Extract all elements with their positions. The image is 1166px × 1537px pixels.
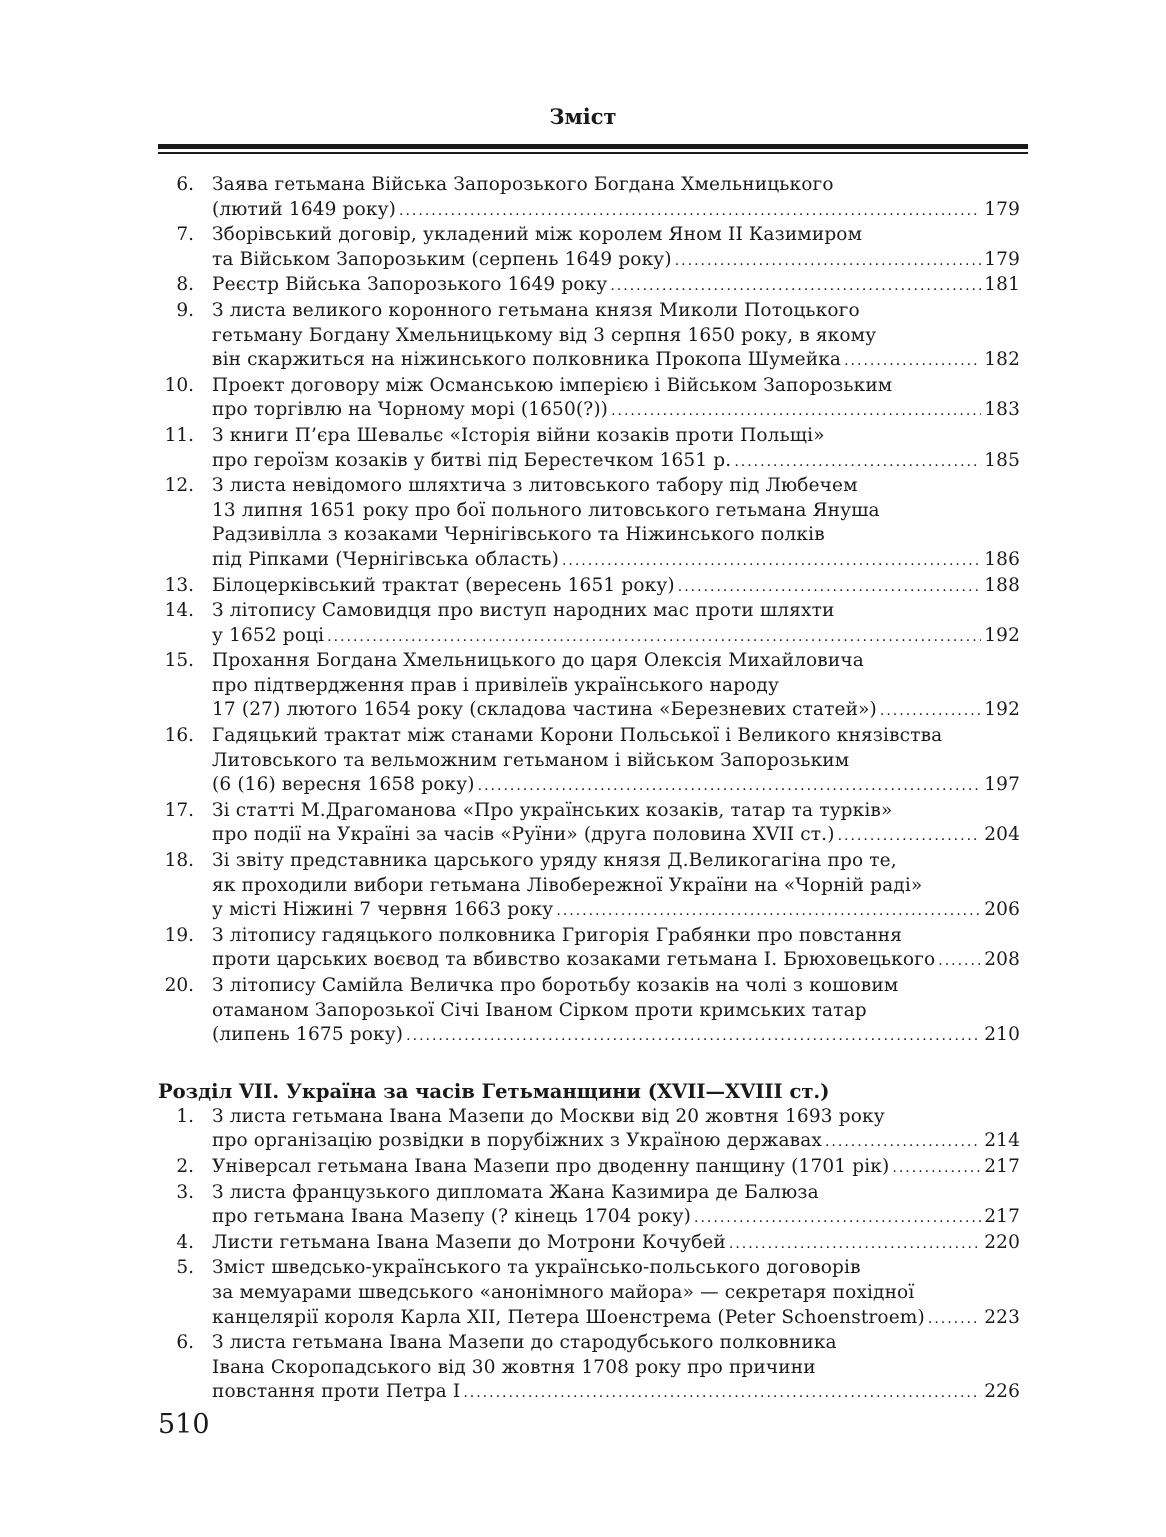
dot-leader (611, 399, 981, 424)
dot-leader (478, 774, 982, 799)
toc-entry[interactable] (158, 1155, 1020, 1181)
toc-entry-title-line: проти царських воєвод та вбивство козаками гетьмана І. Брюховецького (212, 949, 936, 971)
dot-leader (675, 249, 982, 274)
toc-entry-page-number: 182 (984, 349, 1020, 371)
dot-leader (562, 549, 981, 574)
toc-entry-last-line (212, 823, 1020, 849)
toc-entry-title-line: про гетьмана Івана Мазепу (? кінець 1704 року) (212, 1206, 692, 1228)
toc-entry-number: 11. (164, 424, 194, 446)
toc-entry-number: 1. (176, 1105, 194, 1127)
page-header-title: Зміст (549, 104, 617, 129)
toc-entry-title-line: Універсал гетьмана Івана Мазепи про дводенну панщину (1701 рік) (212, 1155, 890, 1177)
toc-entry-title-line: у місті Ніжині 7 червня 1663 року (212, 899, 554, 921)
toc-entry-number: 14. (164, 600, 194, 622)
dot-leader (463, 1381, 981, 1406)
toc-entry-number: 9. (176, 299, 194, 321)
toc-entry-page-number: 183 (984, 399, 1020, 421)
toc-entry-page-number: 206 (984, 899, 1020, 921)
toc-entry-title-line: 13 липня 1651 року про бої польного литовського гетьмана Януша (212, 499, 880, 521)
toc-entry-last-line (212, 1023, 1020, 1049)
toc-entry-last-line (212, 1129, 1020, 1155)
toc-entry-last-line (212, 1380, 1020, 1406)
toc-entry-number: 15. (164, 650, 194, 672)
toc-entry-title-line: Заява гетьмана Війська Запорозького Богдана Хмельницького (212, 174, 834, 195)
toc-entry-title-line: З листа великого коронного гетьмана князя Миколи Потоцького (212, 299, 860, 321)
toc-entry-page-number: 226 (984, 1381, 1020, 1403)
toc-entry[interactable] (158, 1256, 1020, 1331)
toc-entry-title-line: Білоцерківський трактат (вересень 1651 року) (212, 574, 675, 596)
toc-entry-last-line (212, 1231, 1020, 1257)
toc-entry-last-line (212, 948, 1020, 974)
header-rule-thin (158, 152, 1028, 154)
dot-leader (327, 625, 981, 650)
toc-entry-title-line: З листа гетьмана Івана Мазепи до стародубського полковника (212, 1332, 837, 1354)
table-of-contents (158, 173, 1020, 1406)
toc-entry-number: 20. (164, 975, 194, 996)
toc-entry-number: 10. (164, 374, 194, 396)
toc-entry-number: 6. (176, 174, 194, 195)
toc-entry-number: 8. (176, 274, 194, 296)
toc-entry-last-line (212, 1155, 1020, 1181)
dot-leader (399, 199, 981, 224)
toc-entry-page-number: 179 (984, 198, 1020, 220)
toc-entry[interactable] (158, 374, 1020, 424)
toc-entry-title-line: (6 (16) вересня 1658 року) (212, 774, 475, 796)
dot-leader (880, 699, 981, 724)
toc-entry-last-line (212, 548, 1020, 574)
toc-entry-number: 5. (176, 1257, 194, 1279)
toc-entry-title-line: Гадяцький трактат між станами Корони Польської і Великого князівства (212, 725, 943, 747)
header-rule-thick (158, 144, 1028, 149)
toc-entry-title-line: З листа невідомого шляхтича з литовського табору під Любечем (212, 475, 858, 497)
toc-entry-title-line: З листа гетьмана Івана Мазепи до Москви від 20 жовтня 1693 року (212, 1105, 885, 1127)
toc-entry-page-number: 188 (984, 574, 1020, 596)
toc-entry-title-line: З літопису Самійла Величка про боротьбу козаків на чолі з кошовим (212, 975, 899, 996)
toc-entry-page-number: 192 (984, 699, 1020, 721)
toc-entry-title-line: З листа французького дипломата Жана Казимира де Балюза (212, 1181, 819, 1203)
toc-list-chapter-7 (158, 1105, 1020, 1406)
toc-entry-title-line: під Ріпками (Чернігівська область) (212, 548, 559, 570)
toc-entry-title-line: та Військом Запорозьким (серпень 1649 року) (212, 248, 672, 270)
toc-entry[interactable] (158, 1331, 1020, 1406)
toc-entry[interactable] (158, 649, 1020, 724)
toc-entry-title-line: З книги П’єра Шевальє «Історія війни козаків проти Польщі» (212, 424, 825, 446)
toc-entry-title-line: канцелярії короля Карла XII, Петера Шоенстрема (Peter Schoenstroem) (212, 1306, 925, 1328)
toc-entry-title-line: З літопису Самовидця про виступ народних мас проти шляхти (212, 600, 835, 622)
dot-leader (734, 450, 981, 475)
toc-entry-last-line (212, 773, 1020, 799)
toc-entry-last-line (212, 1306, 1020, 1332)
dot-leader (729, 1232, 981, 1257)
toc-entry-number: 7. (176, 224, 194, 246)
toc-entry-title-line: Івана Скоропадського від 30 жовтня 1708 року про причини (212, 1356, 816, 1378)
toc-entry-page-number: 217 (984, 1206, 1020, 1228)
toc-entry-title-line: як проходили вибори гетьмана Лівобережної України на «Чорній раді» (212, 874, 923, 896)
dot-leader (838, 824, 982, 849)
toc-entry[interactable] (158, 299, 1020, 374)
toc-entry-last-line (212, 624, 1020, 650)
toc-entry-last-line (212, 348, 1020, 374)
toc-entry-number: 19. (164, 924, 194, 946)
toc-entry-title-line: про героїзм козаків у битві під Берестечком 1651 р. (212, 449, 732, 471)
toc-entry-last-line (212, 449, 1020, 475)
page-number: 510 (158, 1409, 210, 1440)
toc-entry-page-number: 210 (984, 1024, 1020, 1046)
dot-leader (938, 949, 981, 974)
toc-entry[interactable] (158, 1181, 1020, 1231)
dot-leader (610, 274, 981, 299)
dot-leader (825, 1130, 981, 1155)
toc-entry-title-line: гетьману Богдану Хмельницькому від 3 серпня 1650 року, в якому (212, 324, 877, 346)
toc-entry-number: 3. (176, 1181, 194, 1203)
toc-entry-page-number: 204 (984, 824, 1020, 846)
toc-entry-title-line: Зборівський договір, укладений між королем Яном II Казимиром (212, 224, 863, 246)
toc-entry-title-line: отаманом Запорозької Січі Іваном Сірком проти кримських татар (212, 999, 867, 1021)
toc-entry-title-line: Зі звіту представника царського уряду князя Д.Великогагіна про те, (212, 850, 897, 872)
toc-entry-last-line (212, 398, 1020, 424)
dot-leader (406, 1024, 981, 1049)
dot-leader (556, 899, 981, 924)
toc-entry-title-line: про підтвердження прав і привілеїв українського народу (212, 674, 780, 696)
toc-entry[interactable] (158, 849, 1020, 924)
toc-entry[interactable] (158, 1231, 1020, 1257)
toc-entry-last-line (212, 198, 1020, 224)
toc-entry-last-line (212, 273, 1020, 299)
toc-entry-number: 18. (164, 850, 194, 872)
toc-entry-title-line: З літопису гадяцького полковника Григорія Грабянки про повстання (212, 924, 903, 946)
toc-entry-last-line (212, 698, 1020, 724)
toc-entry-last-line (212, 574, 1020, 600)
toc-entry-page-number: 223 (984, 1306, 1020, 1328)
toc-entry-page-number: 214 (984, 1130, 1020, 1152)
section-heading: Розділ VII. Україна за часів Гетьманщини (XVII—XVIII ст.) (158, 1079, 830, 1103)
toc-entry-title-line: Зі статті М.Драгоманова «Про українських козаків, татар та турків» (212, 799, 893, 821)
toc-entry[interactable] (158, 173, 1020, 223)
toc-entry-page-number: 185 (984, 449, 1020, 471)
toc-entry[interactable] (158, 599, 1020, 649)
dot-leader (678, 575, 981, 600)
toc-entry-number: 4. (176, 1231, 194, 1253)
toc-entry[interactable] (158, 574, 1020, 600)
toc-entry[interactable] (158, 424, 1020, 474)
toc-entry[interactable] (158, 924, 1020, 974)
toc-list-chapter-6 (158, 173, 1020, 1049)
toc-entry-title-line: Проект договору між Османською імперією і Військом Запорозьким (212, 374, 893, 396)
toc-entry-title-line: 17 (27) лютого 1654 року (складова частина «Березневих статей») (212, 699, 877, 721)
toc-entry-last-line (212, 1205, 1020, 1231)
toc-entry-page-number: 220 (984, 1231, 1020, 1253)
toc-entry-title-line: Прохання Богдана Хмельницького до царя Олексія Михайловича (212, 650, 864, 672)
toc-entry-title-line: (липень 1675 року) (212, 1024, 404, 1046)
toc-entry-title-line: про організацію розвідки в порубіжних з Україною державах (212, 1130, 822, 1152)
toc-entry-title-line: про події на Україні за часів «Руїни» (друга половина XVII ст.) (212, 824, 835, 846)
toc-entry-last-line (212, 248, 1020, 274)
toc-entry-last-line (212, 898, 1020, 924)
toc-entry[interactable] (158, 474, 1020, 573)
toc-entry[interactable] (158, 223, 1020, 273)
toc-entry-number: 2. (176, 1155, 194, 1177)
toc-entry-title-line: про торгівлю на Чорному морі (1650(?)) (212, 399, 609, 421)
toc-entry-page-number: 217 (984, 1155, 1020, 1177)
toc-entry[interactable] (158, 273, 1020, 299)
toc-entry-number: 13. (164, 574, 194, 596)
toc-entry-page-number: 179 (984, 248, 1020, 270)
toc-entry-number: 6. (176, 1332, 194, 1354)
toc-entry-title-line: Зміст шведсько-українського та українсько-польського договорів (212, 1257, 861, 1279)
toc-entry-title-line: (лютий 1649 року) (212, 198, 397, 220)
toc-entry-page-number: 186 (984, 548, 1020, 570)
toc-entry-page-number: 181 (984, 274, 1020, 296)
toc-entry-page-number: 192 (984, 624, 1020, 646)
toc-entry-number: 12. (164, 475, 194, 497)
toc-entry-title-line: Реєстр Війська Запорозького 1649 року (212, 274, 608, 296)
toc-entry-page-number: 208 (984, 949, 1020, 971)
toc-entry-title-line: він скаржиться на ніжинського полковника Прокопа Шумейка (212, 349, 842, 371)
toc-entry-title-line: Радзивілла з козаками Чернігівського та Ніжинського полків (212, 524, 825, 546)
toc-entry-number: 17. (164, 799, 194, 821)
toc-entry[interactable] (158, 1105, 1020, 1155)
dot-leader (928, 1307, 981, 1332)
toc-entry[interactable] (158, 974, 1020, 1049)
toc-entry-title-line: Листи гетьмана Івана Мазепи до Мотрони Кочубей (212, 1231, 726, 1253)
toc-entry[interactable] (158, 724, 1020, 799)
toc-entry-page-number: 197 (984, 774, 1020, 796)
dot-leader (844, 349, 981, 374)
toc-entry-title-line: за мемуарами шведського «анонімного майора» — секретаря похідної (212, 1281, 915, 1303)
dot-leader (694, 1206, 981, 1231)
toc-entry-title-line: у 1652 році (212, 624, 325, 646)
toc-entry-title-line: Литовського та вельможним гетьманом і військом Запорозьким (212, 749, 850, 771)
toc-entry[interactable] (158, 799, 1020, 849)
toc-entry-number: 16. (164, 725, 194, 747)
toc-entry-title-line: повстання проти Петра І (212, 1381, 461, 1403)
dot-leader (892, 1156, 981, 1181)
